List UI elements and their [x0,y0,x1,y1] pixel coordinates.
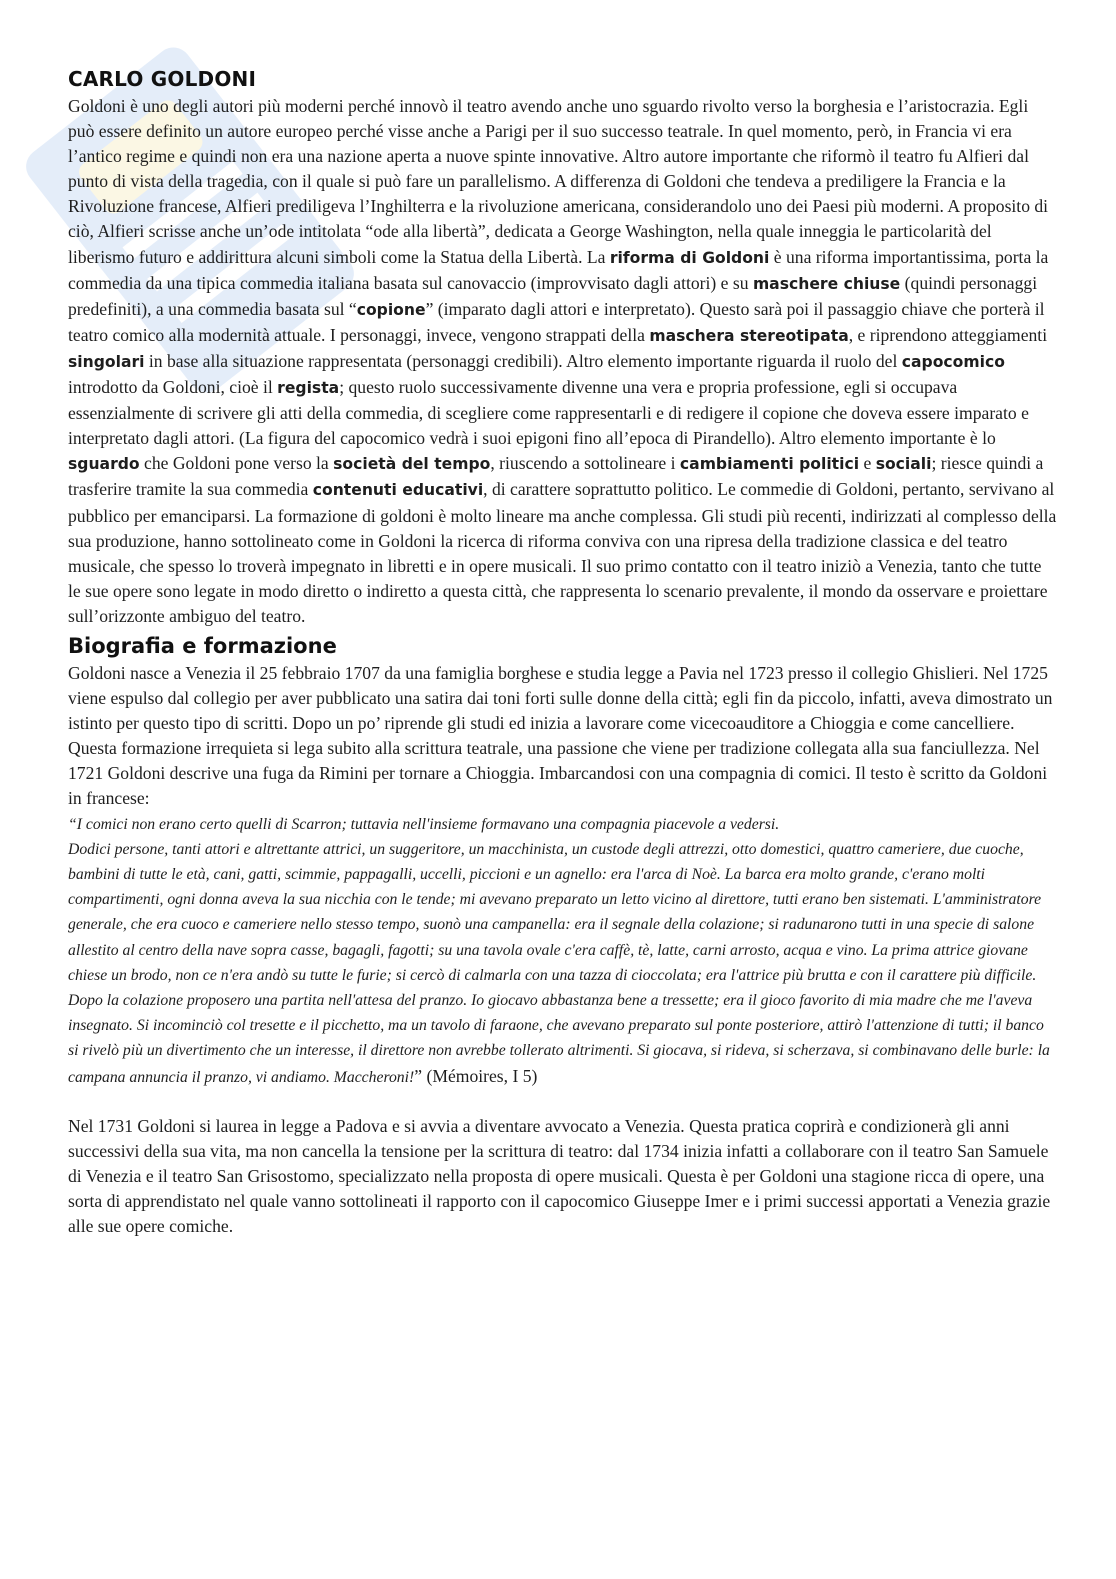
bold-term: cambiamenti politici [679,455,860,474]
text-run: e [859,453,876,474]
bold-term: copione [356,300,426,319]
bold-term: singolari [68,352,145,371]
bold-term: contenuti educativi [312,481,484,500]
final-paragraph: Nel 1731 Goldoni si laurea in legge a Padova e si avvia a diventare avvocato a Venezia. Questa pratica coprirà e condizionerà gli anni successivi della sua vita, ma non cancella la tensione per la scrittura di teatro: dal 1734 inizia infatti a collaborare con il teatro San Samuele di Venezia e il teatro San Grisostomo, specializzato nella proposta di opere musicali. Questa è per Goldoni una stagione ricca di opere, una sorta di apprendistato nel quale vanno sottolineati il rapporto con il capocomico Giuseppe Imer e i primi successi apportati a Venezia grazie alle sue opere comiche. [68,1115,1051,1237]
text-run: che Goldoni pone verso la [139,453,334,474]
bold-term: maschera stereotipata [649,326,849,345]
text-run: ; riesce quindi a trasferire tramite la sua commedia [68,453,1044,500]
quote-first-line: “I comici non erano certo quelli di Scarron; tuttavia nell'insieme formavano una compagnia piacevole a vedersi. [68,815,780,833]
text-run: (quindi personaggi predefiniti), a una commedia basata sul “ [68,272,1038,319]
document-page [68,64,1058,1239]
text-run: ” (imparato dagli attori e interpretato). Questo sarà poi il passaggio chiave che porterà il teatro comico alla modernità attuale. I personaggi, invece, vengono strappati della [68,298,1045,345]
memoires-quote [68,812,1058,1090]
quote-body: Dodici persone, tanti attori e altrettante attrici, un suggeritore, un macchinista, un custode degli attrezzi, otto domestici, quattro cameriere, due cuoche, bambini di tutte le età, cani, gatti, scimmie, pappagalli, uccelli, piccioni e un agnello: era l'arca di Noè. La barca era molto grande, c'erano molti compartimenti, ogni donna aveva la sua nicchia con le tende; mi avevano preparato un letto vicino al direttore, tutti erano ben sistemati. L'amministratore generale, che era cuoco e cameriere nello stesso tempo, suonò una campanella: era il segnale della colazione; si radunarono tutti in una specie di salone allestito al centro della nave sopra casse, bagagli, fagotti; su una tavola ovale c'era caffè, tè, latte, carni arrosto, acqua e vino. La prima attrice giovane chiese un brodo, non ce n'era andò su tutte le furie; si cercò di calmarla con una tazza di cioccolata; era l'attrice più brutta e con il carattere più difficile. Dopo la colazione proposero una partita nell'attesa del pranzo. Io giocavo abbastanza bene a tressette; era il gioco favorito di mia madre che me l'aveva insegnato. Si incominciò col tresette e il picchetto, ma un tavolo di faraone, che avevano preparato sul ponte posteriore, attirò l'attenzione di tutti; il banco si rivelò più un divertimento che un interesse, il direttore non avrebbe tollerato altrimenti. Si giocava, si rideva, si scherzava, si combinavano delle burle: la campana annuncia il pranzo, vi andiamo. Maccheroni! [68,840,1050,1086]
intro-paragraph [68,94,1058,629]
bold-term: sguardo [68,455,140,474]
text-run: , e riprendono atteggiamenti [848,324,1048,345]
paragraph-spacer [68,1090,1058,1114]
main-heading: CARLO GOLDONI [68,67,257,91]
text-run: in base alla situazione rappresentata (personaggi credibili). Altro elemento importante riguarda il ruolo del [144,350,902,371]
bold-term: maschere chiuse [752,274,901,293]
text-run: è una riforma importantissima, porta la commedia da una tipica commedia italiana basata sul canovaccio (improvvisato dagli attori) e su [68,246,1049,293]
bio-paragraph: Goldoni nasce a Venezia il 25 febbraio 1707 da una famiglia borghese e studia legge a Pavia nel 1723 presso il collegio Ghislieri. Nel 1725 viene espulso dal collegio per aver pubblicato una satira dai toni forti sulle donne della città; egli fin da piccolo, infatti, aveva dimostrato un istinto per questo tipo di scritti. Dopo un po’ riprende gli studi ed inizia a lavorare come vicecoauditore a Chioggia e come cancelliere. Questa formazione irrequieta si lega subito alla scrittura teatrale, una passione che viene per tradizione collegata alla sua fanciullezza. Nel 1721 Goldoni descrive una fuga da Rimini per tornare a Chioggia. Imbarcandosi con una compagnia di comici. Il testo è scritto da Goldoni in francese: [68,662,1053,809]
text-run: introdotto da Goldoni, cioè il [68,377,278,398]
text-run: ; questo ruolo successivamente divenne una vera e propria professione, egli si occupava essenzialmente di scrivere gli atti della commedia, di scegliere come rappresentarli e di redigere il copione che doveva essere imparato e interpretato dagli attori. (La figura del capocomico vedrà i suoi epigoni fino all’epoca di Pirandello). Altro elemento importante è lo [68,377,1029,449]
quote-close-mark: ” [414,1065,423,1086]
bold-term: riforma di Goldoni [609,248,770,267]
bold-term: regista [277,379,340,398]
bold-term: capocomico [901,352,1005,371]
bold-term: società del tempo [333,455,491,474]
text-run: Goldoni è uno degli autori più moderni perché innovò il teatro avendo anche uno sguardo rivolto verso la borghesia e l’aristocrazia. Egli può essere definito un autore europeo perché visse anche a Parigi per il suo successo teatrale. In quel momento, però, in Francia vi era l’antico regime e quindi non era una nazione aperta a nuove spinte innovative. Altro autore importante che riformò il teatro fu Alfieri dal punto di vista della tragedia, con il quale si può fare un parallelismo. A differenza di Goldoni che tendeva a prediligere la Francia e la Rivoluzione francese, Alfieri prediligeva l’Inghilterra e la rivoluzione americana, considerandolo uno dei Paesi più moderni. A proposito di ciò, Alfieri scrisse anche un’ode intitolata “ode alla libertà”, dedicata a George Washington, nella quale inneggia le particolarità del liberismo futuro e addirittura alcuni simboli come la Statua della Libertà. La [68,96,1049,267]
bold-term: sociali [875,455,932,474]
text-run: , di carattere soprattutto politico. Le commedie di Goldoni, pertanto, servivano al pubblico per emanciparsi. La formazione di goldoni è molto lineare ma anche complessa. Gli studi più recenti, indirizzati al complesso della sua produzione, hanno sottolineato come in Goldoni la ricerca di riforma conviva con una ripresa della tradizione classica e del teatro musicale, che spesso lo troverà impegnato in libretti e in opere musicali. Il suo primo contatto con il teatro iniziò a Venezia, tanto che tutte le sue opere sono legate in modo diretto o indiretto a questa città, che rappresenta lo scenario prevalente, il mondo da osservare e proiettare sull’orizzonte ambiguo del teatro. [68,479,1057,626]
text-run: , riuscendo a sottolineare i [490,453,680,474]
section-heading-biografia: Biografia e formazione [68,633,337,658]
quote-source: (Mémoires, I 5) [422,1065,538,1086]
